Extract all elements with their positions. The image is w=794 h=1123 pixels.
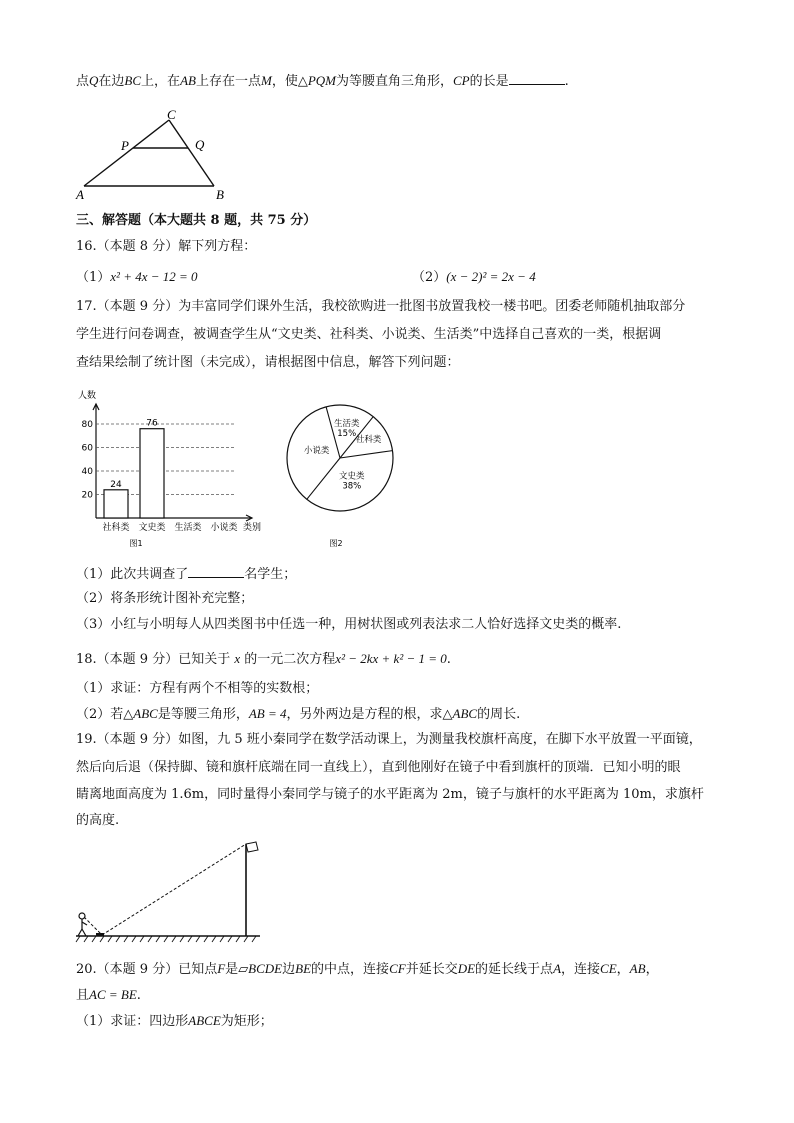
pie-chart <box>284 396 404 551</box>
q17-line3: 查结果绘制了统计图（未完成），请根据图中信息，解答下列问题： <box>76 355 460 370</box>
q19-line3: 睛离地面高度为 1.6m，同时量得小秦同学与镜子的水平距离为 2m，镜子与旗杆的水平距离为 10m，求旗杆 <box>76 787 704 802</box>
q19-line1: 19.（本题 9 分）如图，九 5 班小秦同学在数学活动课上，为测量我校旗杆高度，在脚下水平放置一平面镜， <box>76 732 702 747</box>
q19-line4: 的高度. <box>76 813 120 828</box>
chart-title: 图1 <box>129 539 143 548</box>
y-tick-label: 40 <box>81 467 93 477</box>
y-tick-label: 60 <box>81 443 93 454</box>
slice-label-社科类: 社科类 <box>355 434 382 445</box>
x-tick-label: 社科类 <box>102 523 130 533</box>
q19-line2: 然后向后退（保持脚、镜和旗杆底端在同一直线上），直到他刚好在镜子中看到旗杆的顶端．已知小明的眼 <box>76 760 681 775</box>
bar-value-label: 24 <box>110 479 122 490</box>
q17-line2: 学生进行问卷调查，被调查学生从“文史类、社科类、小说类、生活类”中选择自己喜欢的一类，根据调 <box>76 327 662 342</box>
x-tick-label: 小说类 <box>210 523 238 533</box>
slice-percent-文史类: 38% <box>342 481 362 492</box>
slice-percent-生活类: 15% <box>337 428 357 439</box>
q16-part1: （1）x² + 4x − 12 = 0 <box>76 269 198 285</box>
q20-sub1: （1）求证：四边形ABCE为矩形； <box>76 1013 273 1029</box>
slice-label-小说类: 小说类 <box>303 446 330 457</box>
q15-text-line: 点Q在边BC上，在AB上存在一点M，使△PQM为等腰直角三角形，CP的长是 . <box>76 73 569 89</box>
x-axis-label: 类别 <box>242 523 262 533</box>
bar-value-label: 76 <box>146 418 158 429</box>
q17-line1: 17.（本题 9 分）为丰富同学们课外生活，我校欲购进一批图书放置我校一楼书吧。团委老师随机抽取部分 <box>76 299 686 314</box>
q17-sub1: （1）此次共调查了 名学生； <box>76 567 297 582</box>
triangle-figure <box>74 106 244 201</box>
slice-label-文史类: 文史类 <box>339 471 365 482</box>
label-Q: Q <box>195 137 205 152</box>
q17-sub3: （3）小红与小明每人从四类图书中任选一种，用树状图或列表法求二人恰好选择文史类的概率. <box>76 617 622 632</box>
answer-blank <box>188 565 244 578</box>
bar-chart <box>74 386 284 551</box>
answer-blank <box>509 72 565 85</box>
y-tick-label: 80 <box>81 420 93 430</box>
y-axis-label: 人数 <box>78 391 97 401</box>
x-tick-label: 文史类 <box>138 523 166 533</box>
y-tick-label: 20 <box>81 490 93 501</box>
flagpole-figure <box>74 832 266 950</box>
chart-title: 图2 <box>329 539 343 548</box>
q18-sub1: （1）求证：方程有两个不相等的实数根； <box>76 681 319 696</box>
label-C: C <box>167 107 176 122</box>
q16-part2: （2）(x − 2)² = 2x − 4 <box>412 269 536 285</box>
bar-文史类 <box>140 429 164 518</box>
q18-sub2: （2）若△ABC是等腰三角形，AB = 4，另外两边是方程的根，求△ABC的周长. <box>76 706 521 722</box>
slice-label-生活类: 生活类 <box>333 418 360 429</box>
label-P: P <box>121 138 129 153</box>
q18-heading: 18.（本题 9 分）已知关于 x 的一元二次方程x² − 2kx + k² − 1 = 0. <box>76 651 451 667</box>
section-heading: 三、解答题（本大题共 8 题，共 75 分） <box>76 213 317 228</box>
x-tick-label: 生活类 <box>174 523 202 533</box>
bar-社科类 <box>104 490 128 518</box>
q20-line1: 20.（本题 9 分）已知点F是▱BCDE边BE的中点，连接CF并延长交DE的延长线于点A，连接CE，AB， <box>76 961 659 977</box>
q17-sub2: （2）将条形统计图补充完整； <box>76 591 254 606</box>
label-A: A <box>76 187 84 202</box>
q16-heading: 16.（本题 8 分）解下列方程： <box>76 239 257 254</box>
q20-line2: 且AC = BE. <box>76 987 141 1003</box>
label-B: B <box>216 187 224 202</box>
